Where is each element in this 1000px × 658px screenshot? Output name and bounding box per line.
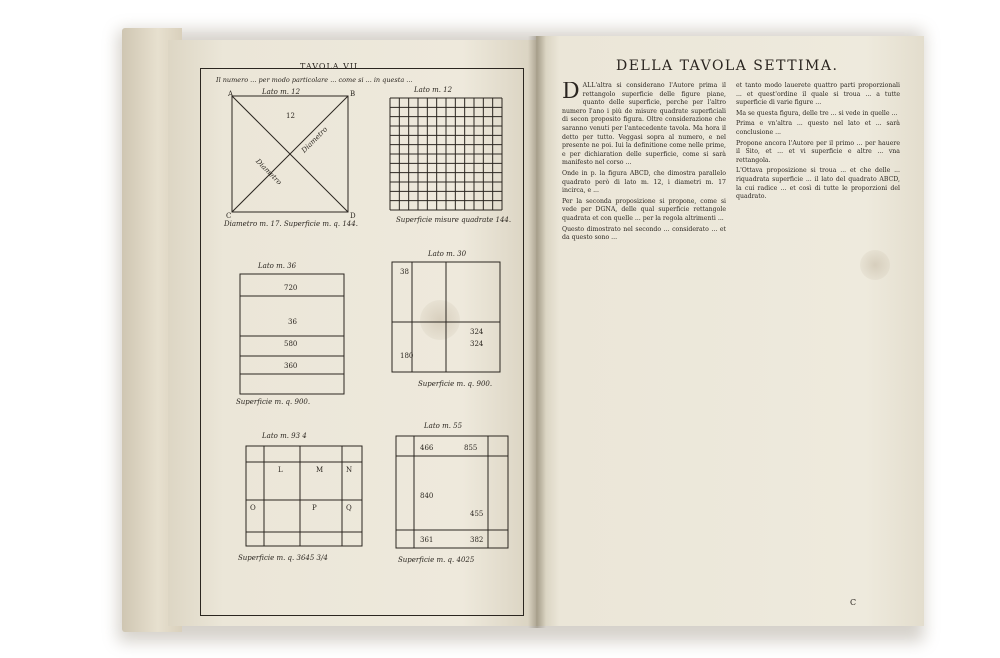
- fig6-number: 361: [420, 536, 434, 544]
- paragraph: L'Ottava proposizione si troua ... et che delle ... riquadrata superficie ... il lato del quadrato ABCD, la cui radice ... et così di tutte le proporzioni del quadrato.: [736, 167, 900, 201]
- fig5-cell: N: [346, 466, 353, 474]
- fig4-caption: Superficie m. q. 900.: [418, 380, 493, 388]
- fig3-caption: Superficie m. q. 900.: [236, 398, 311, 406]
- paragraph: Ma se questa figura, delle tre ... si vede in quelle ...: [736, 109, 898, 117]
- paragraph-text: ALL'altra si considerano l'Autore prima il rettangolo superficie delle figure piane, quanto delle superficie, perche per l'altro numero l'ano i più de misure quadrate superficiali di secon proposito figura. Oltre considerazione che saranno venuti per l'antecedente tavola. Ma hora il detto per tutto. Veggasi sopra al numero, e nel presente ne poi. Iui la definitione come nelle prime, e per dichiaration delle superficie, come si sarà manifesto nel corso ...: [562, 82, 726, 167]
- fig5-side-label: Lato m. 93 4: [262, 432, 307, 440]
- paragraph: [562, 82, 726, 168]
- fig3-number: 360: [284, 362, 298, 370]
- page-heading: DELLA TAVOLA SETTIMA.: [616, 58, 839, 74]
- fig1-center-number: 12: [286, 112, 295, 120]
- fig5-cell: O: [250, 504, 256, 512]
- paragraph: et tanto modo lauerete quattro parti proporzionali ... et quest'ordine il quale si troua ... a tutte superficie di varie figure ...: [736, 82, 900, 107]
- fig2-caption: Superficie misure quadrate 144.: [396, 216, 512, 224]
- fig2-side-label: Lato m. 12: [414, 86, 453, 94]
- fig4-number: 324: [470, 340, 484, 348]
- plate-title: TAVOLA VII: [300, 62, 359, 71]
- fig4-side-label: Lato m. 30: [428, 250, 467, 258]
- fig5-caption: Superficie m. q. 3645 3/4: [238, 554, 328, 562]
- fig3-number: 580: [284, 340, 298, 348]
- signature-mark: C: [850, 598, 857, 607]
- fig1-corner-c: C: [226, 212, 232, 220]
- fig6-number: 855: [464, 444, 478, 452]
- fig6-number: 840: [420, 492, 434, 500]
- fig5-cell: L: [278, 466, 283, 474]
- paragraph: Prima e vn'altra ... questo nel lato et ... sarà conclusione ...: [736, 120, 900, 136]
- text-column-left: [562, 82, 726, 626]
- fig6-number: 466: [420, 444, 434, 452]
- fig6-number: 455: [470, 510, 484, 518]
- paragraph: Questo dimostrato nel secondo ... considerato ... et da questo sono ...: [562, 225, 726, 242]
- drop-cap: D: [562, 82, 580, 104]
- paragraph: Onde in p. la figura ABCD, che dimostra parallelo quadrato però di lato m. 12, i diametri m. 17 incirca, e ...: [562, 169, 726, 195]
- fig4-number: 38: [400, 268, 409, 276]
- fig1-corner-a: A: [228, 90, 234, 98]
- fig1-diagonal-label: Diametro: [300, 125, 330, 155]
- fig3-rect: [240, 274, 344, 394]
- plate-caption: Il numero ... per modo particolare ... come si ... in questa ...: [216, 76, 413, 84]
- fig3-number: 720: [284, 284, 298, 292]
- fig5-cell: M: [316, 466, 324, 474]
- fig1-corner-d: D: [350, 212, 356, 220]
- paragraph: Per la seconda proposizione si propone, come si vede per DGNA, delle qual superficie rettangole quadrata et con quelle ... per la regola altrimenti ...: [562, 197, 726, 222]
- fig3-side-label: Lato m. 36: [258, 262, 297, 270]
- fig1-caption: Diametro m. 17. Superficie m. q. 144.: [224, 220, 358, 228]
- fig6-caption: Superficie m. q. 4025: [398, 556, 475, 564]
- fig1-corner-b: B: [350, 90, 356, 98]
- fig6-number: 382: [470, 536, 484, 544]
- fig4-number: 324: [470, 328, 484, 336]
- fig1-diagonal-label: Diametro: [254, 157, 284, 187]
- fig6-rect: [396, 436, 508, 548]
- paragraph: Propone ancora l'Autore per il primo ... per hauere il Sito, et ... et vi superficie e altre ... vna rettangola.: [736, 139, 900, 164]
- fig4-number: 180: [400, 352, 414, 360]
- fig3-number: 36: [288, 318, 297, 326]
- text-column-right: [736, 82, 900, 626]
- fig6-side-label: Lato m. 55: [424, 422, 463, 430]
- fig5-cell: P: [312, 504, 317, 512]
- fig2-grid: [390, 98, 502, 210]
- fig1-side-label: Lato m. 12: [262, 88, 301, 96]
- fig5-rect: [246, 446, 362, 546]
- fig5-cell: Q: [346, 504, 352, 512]
